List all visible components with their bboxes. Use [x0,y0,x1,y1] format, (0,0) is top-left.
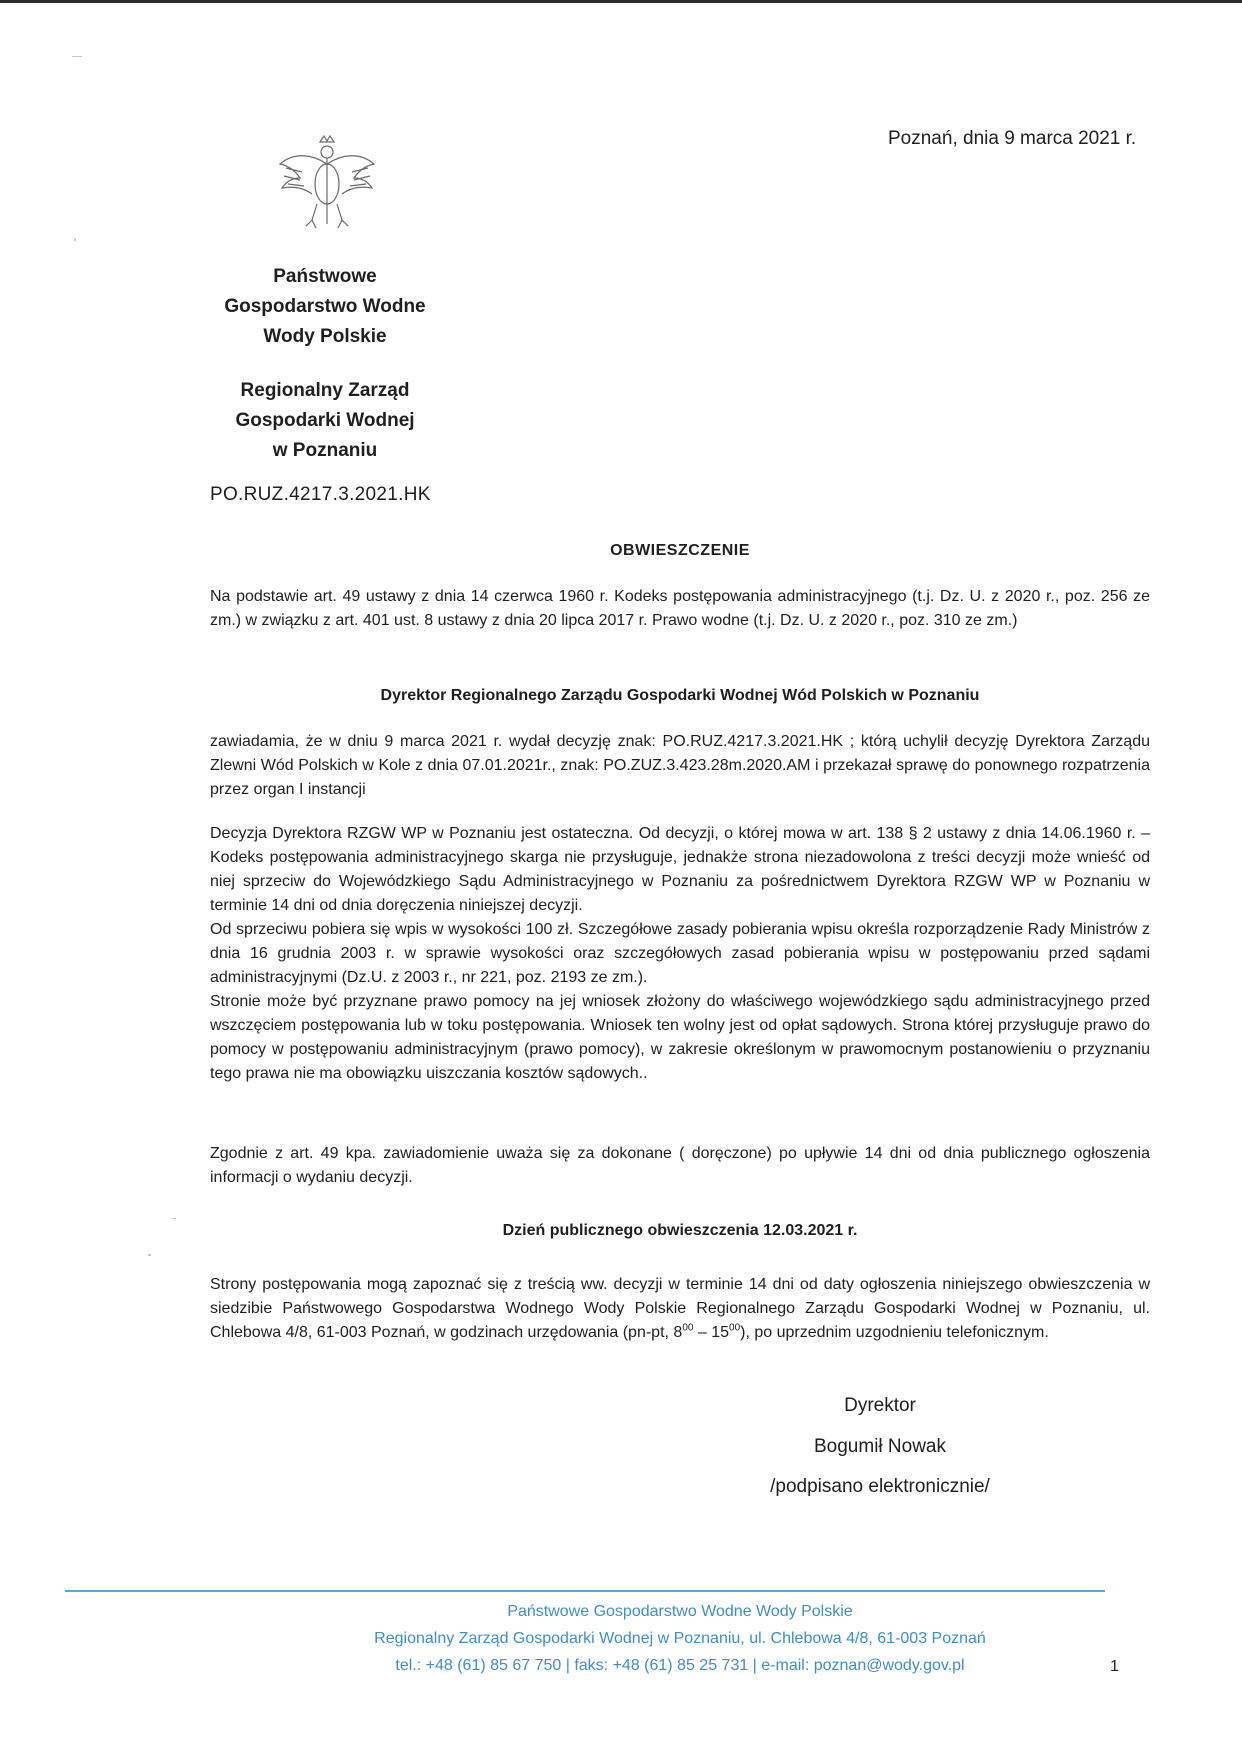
finality-paragraph: Decyzja Dyrektora RZGW WP w Poznaniu jest ostateczna. Od decyzji, o której mowa w art. 138 § 2 ustawy z dnia 14.06.1960 r. – Kodeks postępowania administracyjnego skarga nie przysługuje, jednakże strona niezadowolona z treści decyzji może wnieść od niej sprzeciw do Wojewódzkiego Sądu Administracyjnego w Poznaniu za pośrednictwem Dyrektora RZGW WP w Poznaniu w terminie 14 dni od dnia doręczenia niniejszej decyzji. [210,825,1150,914]
public-notice-date: Dzień publicznego obwieszczenia 12.03.2021 r. [502,1222,858,1239]
scan-speck [172,1218,176,1219]
footer-divider [65,1590,1105,1592]
legal-basis-paragraph: Na podstawie art. 49 ustawy z dnia 14 czerwca 1960 r. Kodeks postępowania administracyjnego (t.j. Dz. U. z 2020 r., poz. 256 ze zm.) w związku z art. 401 ust. 8 ustawy z dnia 20 lipca 2017 r. Prawo wodne (t.j. Dz. U. z 2020 r., poz. 310 ze zm.) [210,588,1150,629]
hours-end-sup: 00 [729,1322,741,1334]
access-dash: – 15 [693,1324,730,1341]
document-date: Poznań, dnia 9 marca 2021 r. [888,128,1137,149]
footer-address: Regionalny Zarząd Gospodarki Wodnej w Poznaniu, ul. Chlebowa 4/8, 61-003 Poznań [374,1630,986,1647]
scan-speck [74,238,76,241]
access-end: ), po uprzednim uzgodnieniu telefonicznym. [740,1324,1049,1341]
footer-contact: tel.: +48 (61) 85 67 750 | faks: +48 (61) 85 25 731 | e-mail: poznan@wody.gov.pl [395,1657,965,1674]
access-text: Strony postępowania mogą zapoznać się z treścią ww. decyzji w terminie 14 dni od daty ogłoszenia niniejszego obwieszczenia w siedzibie Państwowego Gospodarstwa Wodnego Wody Polskie Regionalnego Zarządu Gospodarki Wodnej w Poznaniu, ul. Chlebowa 4/8, 61-003 Poznań, w godzinach urzędowania (pn-pt, 8 [210,1276,1150,1341]
fee-paragraph: Od sprzeciwu pobiera się wpis w wysokości 100 zł. Szczegółowe zasady pobierania wpisu określa rozporządzenie Rady Ministrów z dnia 16 grudnia 2003 r. w sprawie wysokości oraz szczegółowych zasad pobierania wpisu w postępowaniu przed sądami administracyjnymi (Dz.U. z 2003 r., nr 221, poz. 2193 ze zm.). [210,921,1150,986]
access-paragraph [210,1273,1150,1345]
header-line: Regionalny Zarząd [240,380,410,401]
hours-start-sup: 00 [682,1322,694,1334]
header-line: w Poznaniu [272,440,378,461]
polish-eagle-icon [272,134,382,234]
footer-org: Państwowe Gospodarstwo Wodne Wody Polskie [507,1603,853,1620]
scan-speck [148,1254,151,1256]
notice-paragraph: zawiadamia, że w dniu 9 marca 2021 r. wydał decyzję znak: PO.RUZ.4217.3.2021.HK ; którą uchylił decyzję Dyrektora Zarządu Zlewni Wód Polskich w Kole z dnia 07.01.2021r., znak: PO.ZUZ.3.423.28m.2020.AM i przekazał sprawę do ponownego rozpatrzenia przez organ I instancji [210,733,1150,798]
delivery-note-paragraph: Zgodnie z art. 49 kpa. zawiadomienie uważa się za dokonane ( doręczone) po upływie 14 dni od dnia publicznego ogłoszenia informacji o wydaniu decyzji. [210,1145,1150,1186]
document-title: OBWIESZCZENIE [610,542,750,559]
scan-speck [72,56,82,57]
page-number: 1 [1110,1658,1119,1675]
top-border [0,0,1242,3]
issuer-header [160,262,490,466]
signatory-role: Dyrektor [844,1395,916,1416]
header-line: Gospodarki Wodnej [235,410,415,431]
header-line: Gospodarstwo Wodne [224,296,426,317]
finality-section [210,822,1150,1086]
legal-aid-paragraph: Stronie może być przyznane prawo pomocy na jej wniosek złożony do właściwego wojewódzkiego sądu administracyjnego przed wszczęciem postępowania lub w toku postępowania. Wniosek ten wolny jest od opłat sądowych. Strona której przysługuje prawo do pomocy w postępowaniu administracyjnym (prawo pomocy), w zakresie określonym w prawomocnym postanowieniu o przyznaniu tego prawa nie ma obowiązku uiszczania kosztów sądowych.. [210,993,1150,1082]
case-reference: PO.RUZ.4217.3.2021.HK [210,484,431,505]
header-line: Państwowe [273,266,377,287]
signature-note: /podpisano elektronicznie/ [770,1476,990,1497]
header-line: Wody Polskie [263,326,387,347]
director-heading: Dyrektor Regionalnego Zarządu Gospodarki Wodnej Wód Polskich w Poznaniu [380,687,980,704]
signatory-name: Bogumił Nowak [814,1436,946,1457]
